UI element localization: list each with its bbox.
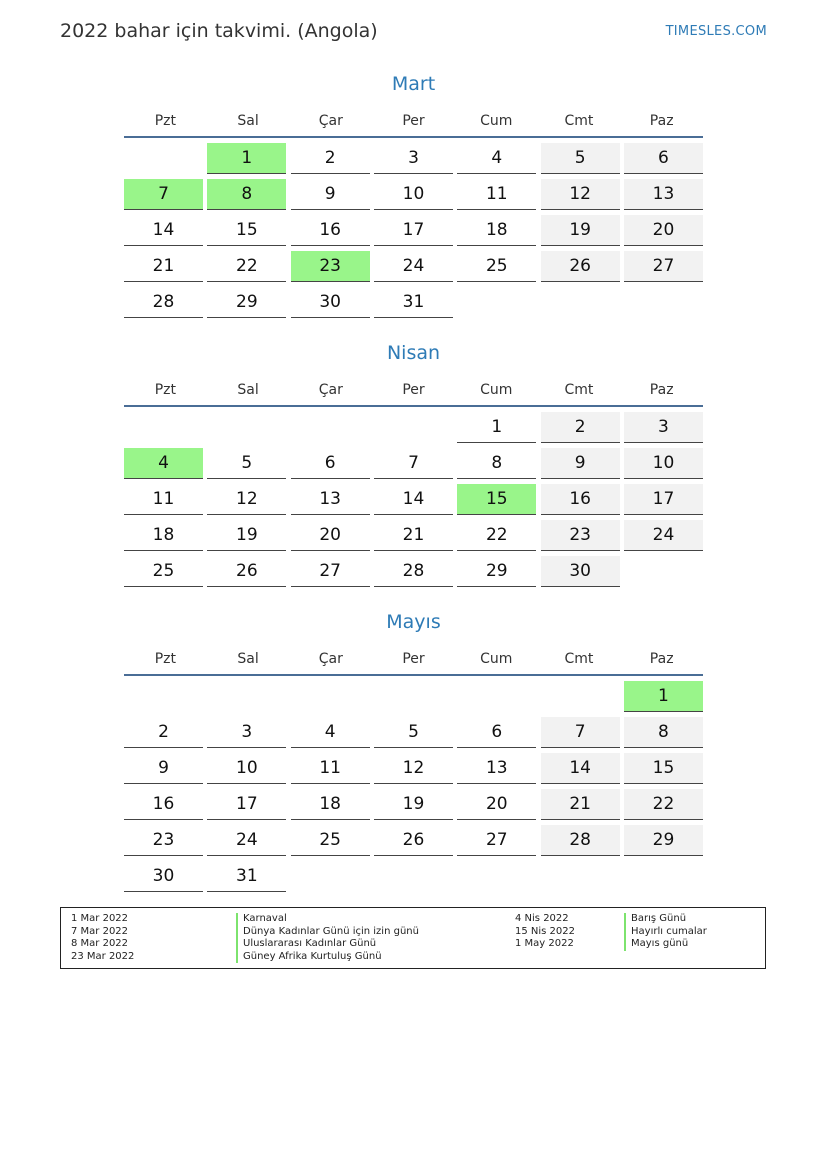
legend-holiday-name: Güney Afrika Kurtuluş Günü	[236, 951, 419, 964]
day-cell: 25	[291, 825, 370, 856]
empty-cell	[541, 681, 620, 712]
day-cell: 6	[291, 448, 370, 479]
legend-holiday-name: Dünya Kadınlar Günü için izin günü	[236, 926, 419, 939]
weekday-label: Per	[402, 382, 425, 398]
day-cell: 13	[457, 753, 536, 784]
day-cell: 30	[291, 287, 370, 318]
legend-date: 8 Mar 2022	[71, 938, 129, 949]
weekday-label: Pzt	[154, 113, 176, 129]
weekday-label: Paz	[649, 382, 674, 398]
day-cell: 21	[374, 520, 453, 551]
empty-cell	[207, 681, 286, 712]
weekday-label: Cmt	[564, 113, 594, 129]
day-cell: 31	[207, 861, 286, 892]
legend-names-right	[624, 913, 707, 951]
weekday-label: Per	[402, 651, 425, 667]
legend-dates-left	[71, 913, 134, 963]
weekday-label: Çar	[318, 382, 343, 398]
day-cell: 9	[541, 448, 620, 479]
weekday-label: Paz	[649, 113, 674, 129]
legend-holiday-name: Hayırlı cumalar	[624, 926, 707, 939]
day-grid	[124, 143, 703, 318]
weekday-label: Cmt	[564, 651, 594, 667]
legend-date: 7 Mar 2022	[71, 925, 129, 937]
header-divider	[124, 674, 703, 676]
day-cell: 29	[457, 556, 536, 587]
weekday-header	[124, 112, 703, 136]
day-cell: 7	[374, 448, 453, 479]
day-cell: 14	[124, 215, 203, 246]
day-cell: 19	[207, 520, 286, 551]
day-cell: 29	[624, 825, 703, 856]
day-cell: 15	[624, 753, 703, 784]
day-cell: 2	[124, 717, 203, 748]
day-cell: 5	[541, 143, 620, 174]
site-link[interactable]: TIMESLES.COM	[665, 24, 767, 39]
day-cell: 18	[124, 520, 203, 551]
weekday-label: Paz	[649, 651, 674, 667]
day-cell: 8	[457, 448, 536, 479]
month-title: Nisan	[386, 342, 441, 364]
day-cell: 7	[541, 717, 620, 748]
day-cell: 23	[291, 251, 370, 282]
day-cell: 24	[624, 520, 703, 551]
header-divider	[124, 136, 703, 138]
weekday-label: Cmt	[564, 382, 594, 398]
empty-cell	[291, 412, 370, 443]
day-cell: 4	[457, 143, 536, 174]
day-cell: 17	[374, 215, 453, 246]
empty-cell	[124, 412, 203, 443]
day-cell: 12	[374, 753, 453, 784]
day-cell: 5	[374, 717, 453, 748]
weekday-label: Çar	[318, 651, 343, 667]
month-title: Mayıs	[386, 611, 441, 633]
weekday-label: Pzt	[154, 651, 176, 667]
day-cell: 23	[124, 825, 203, 856]
day-cell: 14	[541, 753, 620, 784]
day-cell: 12	[541, 179, 620, 210]
weekday-label: Cum	[480, 651, 513, 667]
day-cell: 10	[207, 753, 286, 784]
weekday-label: Cum	[480, 382, 513, 398]
day-cell: 9	[124, 753, 203, 784]
day-cell: 8	[207, 179, 286, 210]
day-cell: 2	[541, 412, 620, 443]
day-cell: 30	[541, 556, 620, 587]
weekday-header	[124, 381, 703, 405]
empty-cell	[207, 412, 286, 443]
day-cell: 10	[374, 179, 453, 210]
legend-date: 1 May 2022	[515, 938, 574, 949]
day-cell: 25	[457, 251, 536, 282]
day-cell: 9	[291, 179, 370, 210]
page-title: 2022 bahar için takvimi. (Angola)	[60, 20, 378, 42]
day-cell: 4	[124, 448, 203, 479]
day-cell: 1	[207, 143, 286, 174]
day-cell: 25	[124, 556, 203, 587]
day-cell: 16	[541, 484, 620, 515]
weekday-header	[124, 650, 703, 674]
legend-date: 15 Nis 2022	[515, 925, 575, 937]
day-cell: 6	[624, 143, 703, 174]
day-cell: 11	[124, 484, 203, 515]
day-cell: 23	[541, 520, 620, 551]
weekday-label: Pzt	[154, 382, 176, 398]
day-cell: 8	[624, 717, 703, 748]
day-cell: 28	[124, 287, 203, 318]
day-cell: 26	[541, 251, 620, 282]
legend-holiday-name: Uluslararası Kadınlar Günü	[236, 938, 419, 951]
day-cell: 1	[624, 681, 703, 712]
empty-cell	[124, 143, 203, 174]
day-cell: 11	[291, 753, 370, 784]
month-title: Mart	[391, 73, 436, 95]
weekday-label: Çar	[318, 113, 343, 129]
weekday-label: Per	[402, 113, 425, 129]
holiday-legend	[60, 907, 766, 969]
legend-holiday-name: Barış Günü	[624, 913, 707, 926]
day-cell: 24	[207, 825, 286, 856]
day-cell: 28	[374, 556, 453, 587]
day-cell: 15	[207, 215, 286, 246]
empty-cell	[291, 681, 370, 712]
day-cell: 27	[457, 825, 536, 856]
header-divider	[124, 405, 703, 407]
day-cell: 19	[541, 215, 620, 246]
day-cell: 13	[624, 179, 703, 210]
empty-cell	[374, 681, 453, 712]
empty-cell	[124, 681, 203, 712]
day-cell: 18	[457, 215, 536, 246]
day-cell: 18	[291, 789, 370, 820]
day-cell: 12	[207, 484, 286, 515]
weekday-label: Sal	[237, 651, 259, 667]
day-cell: 27	[291, 556, 370, 587]
day-grid	[124, 412, 703, 587]
day-cell: 16	[124, 789, 203, 820]
weekday-label: Sal	[237, 113, 259, 129]
empty-cell	[374, 412, 453, 443]
legend-holiday-name: Mayıs günü	[624, 938, 707, 951]
day-cell: 13	[291, 484, 370, 515]
day-cell: 6	[457, 717, 536, 748]
day-cell: 27	[624, 251, 703, 282]
day-cell: 22	[624, 789, 703, 820]
day-cell: 17	[207, 789, 286, 820]
day-cell: 31	[374, 287, 453, 318]
day-cell: 20	[624, 215, 703, 246]
day-cell: 3	[207, 717, 286, 748]
day-cell: 3	[374, 143, 453, 174]
day-cell: 11	[457, 179, 536, 210]
day-cell: 21	[541, 789, 620, 820]
day-cell: 20	[457, 789, 536, 820]
month-march	[124, 70, 703, 318]
day-cell: 26	[374, 825, 453, 856]
day-cell: 19	[374, 789, 453, 820]
weekday-label: Sal	[237, 382, 259, 398]
day-cell: 29	[207, 287, 286, 318]
day-cell: 22	[457, 520, 536, 551]
legend-names-left	[236, 913, 419, 963]
legend-dates-right	[515, 913, 575, 951]
weekday-label: Cum	[480, 113, 513, 129]
day-cell: 7	[124, 179, 203, 210]
day-cell: 4	[291, 717, 370, 748]
day-cell: 24	[374, 251, 453, 282]
day-cell: 28	[541, 825, 620, 856]
day-cell: 26	[207, 556, 286, 587]
day-cell: 3	[624, 412, 703, 443]
day-cell: 20	[291, 520, 370, 551]
day-cell: 2	[291, 143, 370, 174]
legend-date: 1 Mar 2022	[71, 913, 129, 924]
legend-date: 4 Nis 2022	[515, 913, 569, 924]
day-cell: 30	[124, 861, 203, 892]
month-april	[124, 339, 703, 587]
day-cell: 17	[624, 484, 703, 515]
day-cell: 1	[457, 412, 536, 443]
day-grid	[124, 681, 703, 892]
day-cell: 22	[207, 251, 286, 282]
day-cell: 15	[457, 484, 536, 515]
legend-date: 23 Mar 2022	[71, 950, 135, 962]
day-cell: 21	[124, 251, 203, 282]
day-cell: 14	[374, 484, 453, 515]
month-may	[124, 608, 703, 892]
day-cell: 16	[291, 215, 370, 246]
day-cell: 5	[207, 448, 286, 479]
legend-holiday-name: Karnaval	[236, 913, 419, 926]
day-cell: 10	[624, 448, 703, 479]
empty-cell	[457, 681, 536, 712]
